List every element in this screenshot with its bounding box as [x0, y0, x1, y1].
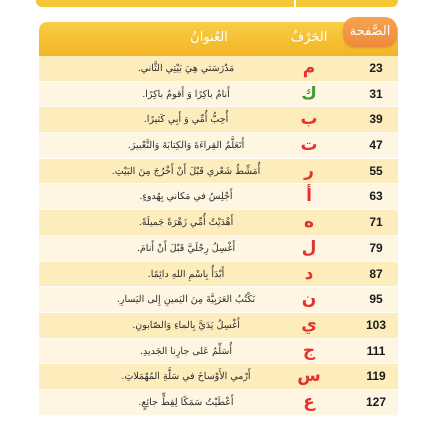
lesson-letter: س: [297, 366, 321, 387]
page-number: 63: [369, 189, 383, 204]
lesson-title: أُسَلِّمُ عَلى جارِنا الجَديدِ.: [139, 345, 233, 357]
lesson-letter: أ: [306, 186, 312, 207]
table-row[interactable]: [39, 56, 398, 82]
page-number: 23: [369, 61, 383, 75]
header-title: العُنوانُ: [190, 30, 228, 45]
lesson-letter: ل: [301, 237, 317, 258]
lesson-letter: ر: [304, 160, 314, 181]
lesson-title: أَغْسِلُ يَدَيَّ بِالماءِ وَالصّابونِ.: [132, 319, 240, 331]
table-row[interactable]: [39, 82, 398, 108]
page-number: 127: [365, 394, 387, 409]
table-row[interactable]: [39, 184, 398, 210]
table-row[interactable]: [39, 133, 398, 159]
page-number: 87: [369, 266, 383, 281]
lesson-title: أُحِبُّ أُمِّي وَ أَبِي كَثيرًا.: [143, 114, 229, 126]
lesson-title: أَغْسِلُ رِجْلَيَّ قَبْلَ أَنْ أَنامَ.: [136, 242, 236, 254]
page-number: 55: [369, 163, 383, 178]
page-number: 31: [369, 86, 383, 101]
header-letter: الحَرْفُ: [290, 30, 328, 45]
lesson-letter: ج: [302, 340, 316, 361]
lesson-letter: ن: [301, 289, 317, 310]
lesson-letter: د: [304, 263, 314, 284]
page-number: 95: [369, 292, 383, 307]
lesson-letter: ب: [300, 109, 318, 130]
lesson-title: نَكْتُبُ العَرَبِيَّةَ مِنَ اليَمينِ إِلى اليَسارِ.: [116, 294, 256, 306]
top-band: [36, 0, 398, 7]
lesson-title: أَهْدَيْتُ أُمِّي زَهْرَةً جَميلَةً.: [138, 217, 234, 229]
table-body: [39, 56, 398, 416]
table-row[interactable]: [39, 287, 398, 313]
table-row[interactable]: [39, 364, 398, 390]
top-band-divider: [294, 0, 296, 7]
lesson-letter: ت: [300, 135, 318, 156]
lesson-letter: م: [302, 58, 316, 78]
lesson-letter: ك: [301, 83, 317, 104]
lesson-title: أَرْمي الأَوْساخَ في سَلَّةِ المُهْمَلاتِ.: [121, 371, 251, 383]
table-row[interactable]: [39, 313, 398, 339]
page-number: 71: [369, 215, 383, 230]
page-number: 111: [366, 343, 386, 358]
table-row[interactable]: [39, 262, 398, 288]
lesson-letter: ع: [303, 391, 315, 412]
lesson-title: أَجْلِسُ في مَكاني بِهُدوءٍ.: [139, 191, 233, 203]
table-row[interactable]: [39, 159, 398, 185]
lesson-title: أَنامُ باكِرًا وَ أَقومُ باكِرًا.: [142, 88, 230, 100]
lesson-title: أَتَعَلَّمُ القِراءَةَ وَالكِتابَةَ وَالتَّعْبيرَ.: [127, 140, 245, 152]
row-separator: [39, 415, 398, 416]
page-number: 47: [369, 138, 383, 153]
lesson-letter: ي: [301, 314, 317, 335]
page-number: 79: [369, 240, 383, 255]
lesson-letter: ه: [303, 212, 315, 233]
contents-table: [39, 22, 398, 416]
header-page-badge: الصَّفحة: [343, 17, 397, 47]
page-number: 119: [366, 369, 386, 384]
table-row[interactable]: [39, 339, 398, 365]
lesson-title: مَدْرَسَتي هِيَ بَيْتِي الثَّاني.: [137, 63, 235, 74]
lesson-title: أَبْدَأُ بِاسْمِ اللهِ دائِمًا.: [147, 268, 225, 280]
lesson-title: أُمَشِّطُ شَعْري قَبْلَ أَنْ أَخْرُجَ مِنَ البَيْتِ.: [111, 165, 261, 177]
page-number: 39: [369, 112, 383, 127]
table-row[interactable]: [39, 390, 398, 416]
lesson-title: أَعْطَيْتُ سَمَكًا لِقِطٍّ جائِعٍ.: [138, 396, 234, 408]
page-number: 103: [365, 317, 387, 332]
table-row[interactable]: [39, 210, 398, 236]
table-row[interactable]: [39, 236, 398, 262]
table-row[interactable]: [39, 107, 398, 133]
